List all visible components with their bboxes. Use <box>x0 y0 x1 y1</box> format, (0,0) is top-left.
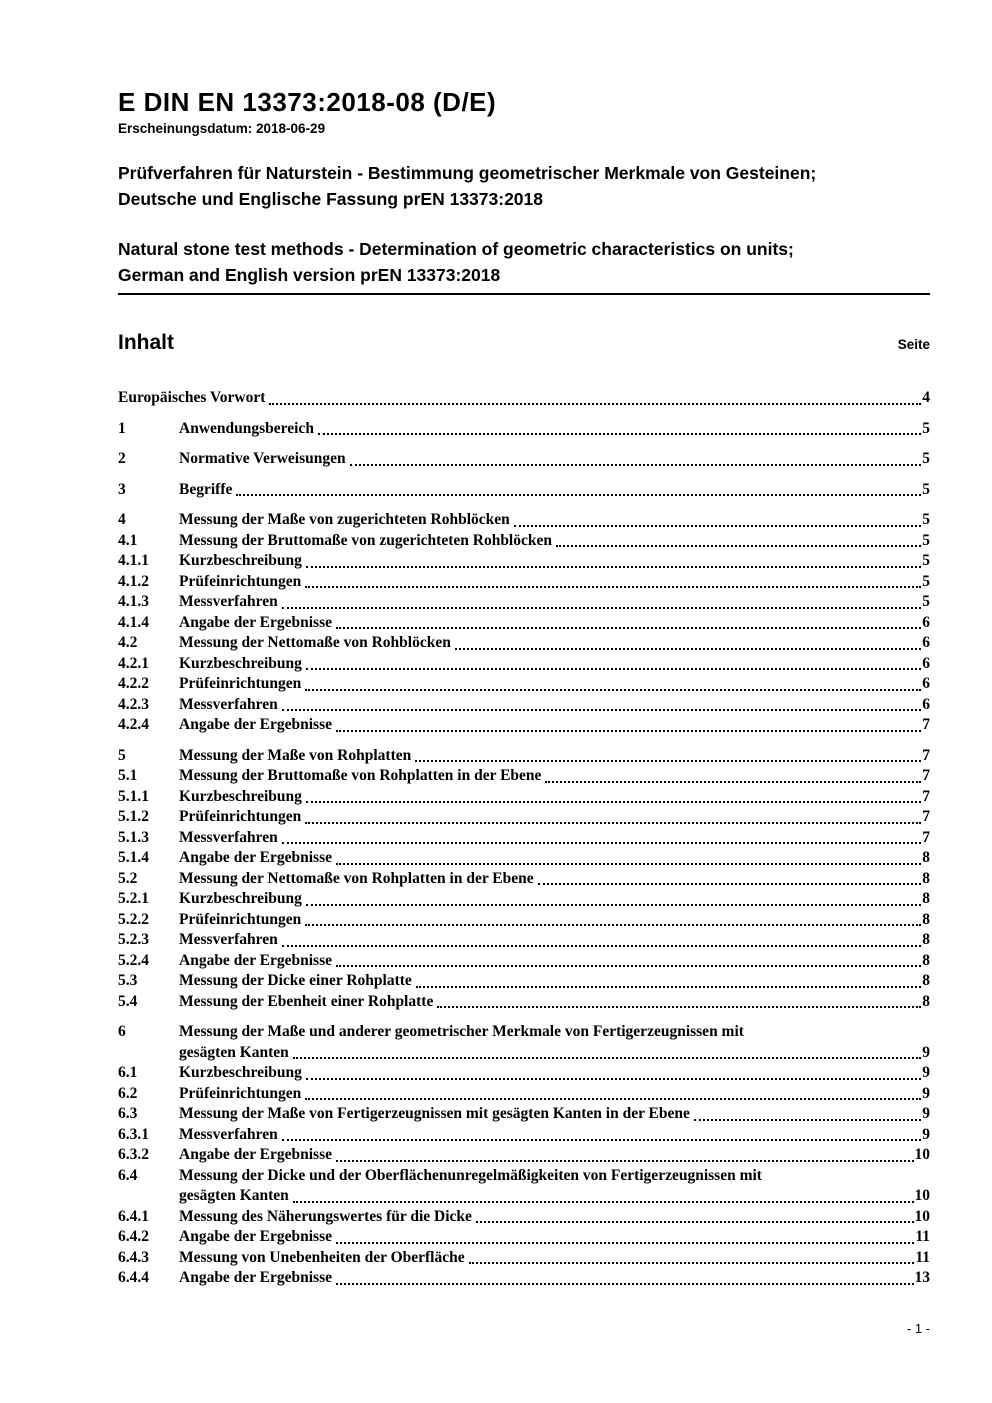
toc-entry <box>118 1145 930 1166</box>
toc-entry-content <box>179 510 930 531</box>
toc-entry-line <box>179 787 930 808</box>
toc-entry-title: Messverfahren <box>179 593 278 610</box>
toc-entry-number: 6.4.2 <box>118 1228 149 1245</box>
toc-entry-number: 6.4.3 <box>118 1248 149 1266</box>
title-german <box>118 160 930 212</box>
toc-entry-number: 6.1 <box>118 1064 138 1081</box>
toc-entry <box>118 695 930 716</box>
dotted-leader <box>306 787 921 804</box>
toc-entry-content <box>179 848 930 869</box>
toc-entry-title: Messverfahren <box>179 1125 278 1143</box>
toc-entry-number: 6.3 <box>118 1105 138 1122</box>
toc-entry-line <box>179 531 930 552</box>
toc-entry-line <box>179 746 930 767</box>
toc-entry-number: 6.2 <box>118 1084 138 1102</box>
toc-entry-number: 6.3.2 <box>118 1146 149 1163</box>
dotted-leader <box>305 807 921 824</box>
dotted-leader <box>306 551 921 568</box>
toc-entry-page: 8 <box>922 869 930 887</box>
toc-entry-number: 5.2.3 <box>118 931 149 948</box>
toc-entry <box>118 1268 930 1289</box>
toc-entry-page: 5 <box>922 511 930 528</box>
toc-entry-content <box>179 1022 930 1063</box>
dotted-leader <box>305 572 921 589</box>
toc-entry-title: Messung des Näherungswertes für die Dicke <box>179 1207 472 1225</box>
toc-entry-title: Angabe der Ergebnisse <box>179 1269 333 1286</box>
toc-entry-number: 4.2.4 <box>118 716 149 733</box>
dotted-leader <box>476 1207 914 1224</box>
toc-entry-title: Messung der Maße von Fertigerzeugnissen mit gesägten Kanten in der Ebene <box>179 1105 690 1122</box>
toc-entry <box>118 971 930 992</box>
dotted-leader <box>336 1145 913 1162</box>
toc-entry-line <box>179 592 930 613</box>
toc-entry <box>118 746 930 767</box>
toc-entry-title: Messung der Maße und anderer geometrischer Merkmale von Fertigerzeugnissen mit <box>179 1023 744 1040</box>
toc-entry <box>118 480 930 501</box>
toc-entry-page: 7 <box>922 787 930 805</box>
title-german-line-1: Prüfverfahren für Naturstein - Bestimmung geometrischer Merkmale von Gesteinen; <box>118 163 817 183</box>
toc-entry <box>118 807 930 828</box>
dotted-leader <box>269 388 921 405</box>
toc-entry-line <box>179 828 930 849</box>
toc-entry-title: Begriffe <box>179 480 233 498</box>
toc-entry <box>118 551 930 572</box>
toc-entry <box>118 787 930 808</box>
toc-entry-number: 5.2.4 <box>118 951 149 969</box>
toc-entry-line <box>179 1104 930 1125</box>
toc-entry-title: Messung der Nettomaße von Rohblöcken <box>179 634 451 651</box>
toc-entry-line <box>179 633 930 654</box>
toc-entry-content <box>179 807 930 828</box>
toc-entry-line <box>179 869 930 890</box>
toc-entry-title: Kurzbeschreibung <box>179 552 302 569</box>
toc-entry-content <box>179 1166 930 1207</box>
dotted-leader <box>694 1104 921 1121</box>
dotted-leader <box>282 1125 922 1142</box>
toc-entry-content <box>179 551 930 572</box>
toc-entry-title: Europäisches Vorwort <box>118 389 266 406</box>
toc-entry-page: 7 <box>922 828 930 846</box>
toc-entry-content <box>179 633 930 654</box>
toc-entry-line <box>179 510 930 531</box>
toc-entry-line <box>179 889 930 910</box>
toc-entry-page: 9 <box>922 1105 930 1122</box>
toc-entry-title: gesägten Kanten <box>179 1187 289 1204</box>
toc-entry <box>118 910 930 931</box>
toc-entry-title: Prüfeinrichtungen <box>179 675 302 692</box>
toc-entry-number: 4.2.3 <box>118 695 149 713</box>
toc-entry-content <box>179 910 930 931</box>
toc-entry-page: 5 <box>922 531 930 549</box>
toc-entry-title: Messung der Maße von zugerichteten Rohblöcken <box>179 511 510 528</box>
toc-entry <box>118 613 930 634</box>
toc-entry-number: 5.1.4 <box>118 849 149 866</box>
toc-entry-title: Angabe der Ergebnisse <box>179 613 333 631</box>
toc-entry-number: 5.1.1 <box>118 787 149 805</box>
dotted-leader <box>336 715 921 732</box>
toc-entry-content <box>179 419 930 440</box>
toc-entry-title: Messung der Dicke und der Oberflächenunregelmäßigkeiten von Fertigerzeugnissen mit <box>179 1166 762 1184</box>
toc-entry-number: 5.2.1 <box>118 890 149 907</box>
toc-entry-title: Kurzbeschreibung <box>179 1064 302 1081</box>
toc-entry-page: 9 <box>922 1125 930 1143</box>
publication-date: Erscheinungsdatum: 2018-06-29 <box>118 121 326 136</box>
toc-entry-line <box>179 1166 930 1187</box>
toc-entry <box>118 1104 930 1125</box>
toc-entry-page: 9 <box>922 1043 930 1061</box>
toc-entry-content <box>179 531 930 552</box>
toc-entry-content <box>179 1125 930 1146</box>
toc-entry-page: 10 <box>914 1207 930 1225</box>
page-number-footer: - 1 - <box>906 1321 930 1336</box>
dotted-leader <box>336 1227 914 1244</box>
toc-heading: Inhalt <box>118 331 174 354</box>
toc-entry-page: 10 <box>914 1187 930 1204</box>
dotted-leader <box>415 746 921 763</box>
dotted-leader <box>350 449 922 466</box>
toc-entry-title: Prüfeinrichtungen <box>179 808 302 825</box>
toc-entry-line <box>179 971 930 992</box>
toc-entry-page: 5 <box>922 450 930 467</box>
toc-entry-content <box>179 695 930 716</box>
toc-entry-line <box>179 910 930 931</box>
toc-entry-page: 7 <box>922 746 930 764</box>
toc-entry-title: Messung der Bruttomaße von zugerichteten Rohblöcken <box>179 531 552 549</box>
dotted-leader <box>306 654 921 671</box>
title-english-line-2: German and English version prEN 13373:2018 <box>118 265 501 285</box>
toc-entry-number: 4.1 <box>118 531 138 549</box>
toc-entry <box>118 633 930 654</box>
toc-entry-page: 5 <box>922 572 930 590</box>
toc-entry-line <box>179 930 930 951</box>
toc-entry-page: 8 <box>922 972 930 989</box>
toc-entry <box>118 674 930 695</box>
toc-entry-number: 4.2.2 <box>118 675 149 692</box>
toc-entry-content <box>179 592 930 613</box>
toc-entry <box>118 531 930 552</box>
dotted-leader <box>305 1084 921 1101</box>
toc-entry-content <box>179 1248 930 1269</box>
toc-entry-page: 4 <box>922 389 930 406</box>
toc-entry-title: Messverfahren <box>179 931 278 948</box>
toc-entry-content <box>179 828 930 849</box>
toc-entry-number: 4.2.1 <box>118 654 149 672</box>
toc-entry-page: 5 <box>922 593 930 610</box>
toc-entry-page: 8 <box>922 890 930 907</box>
title-english <box>118 236 930 288</box>
toc-entry <box>118 388 930 409</box>
toc-entry-line <box>179 1268 930 1289</box>
toc-entry-title: Angabe der Ergebnisse <box>179 951 333 969</box>
toc-entry-line <box>179 1022 930 1043</box>
toc-entry-content <box>179 951 930 972</box>
toc-page-column-label: Seite <box>897 337 930 352</box>
toc-entry-number: 2 <box>118 450 126 467</box>
toc-entry-page: 8 <box>922 849 930 866</box>
toc-entry-number: 6.4.4 <box>118 1269 149 1286</box>
toc-entry-page: 11 <box>915 1228 930 1245</box>
toc-entry <box>118 1166 930 1207</box>
toc-entry-line <box>179 572 930 593</box>
dotted-leader <box>336 848 921 865</box>
dotted-leader <box>469 1248 915 1265</box>
toc-entry-title: Messung der Dicke einer Rohplatte <box>179 972 412 989</box>
toc-entry-number: 4 <box>118 511 126 528</box>
toc-entry-number: 4.1.2 <box>118 572 149 590</box>
toc-entry-title: Anwendungsbereich <box>179 419 314 437</box>
toc-entry-content <box>179 869 930 890</box>
dotted-leader <box>318 419 921 436</box>
toc-entry-content <box>179 1207 930 1228</box>
toc-entry-page: 11 <box>915 1248 930 1266</box>
toc-entry-number: 3 <box>118 480 126 498</box>
toc-entry <box>118 889 930 910</box>
dotted-leader <box>282 592 922 609</box>
toc-entry-title: Kurzbeschreibung <box>179 654 302 672</box>
toc-entry <box>118 715 930 736</box>
toc-entry-page: 7 <box>922 808 930 825</box>
toc-entry-content <box>179 480 930 501</box>
toc-entry-title: Messung der Ebenheit einer Rohplatte <box>179 992 434 1010</box>
dotted-leader <box>293 1186 914 1203</box>
toc-entry <box>118 449 930 470</box>
toc-entry-number: 5.2 <box>118 869 138 887</box>
toc-entry <box>118 572 930 593</box>
dotted-leader <box>556 531 921 548</box>
toc-entry-content <box>179 766 930 787</box>
toc-entry-content <box>179 1084 930 1105</box>
toc-entry-page: 6 <box>922 695 930 713</box>
dotted-leader <box>305 674 921 691</box>
toc-entry-page: 8 <box>922 931 930 948</box>
toc-entry-page: 9 <box>922 1064 930 1081</box>
toc-list <box>118 388 930 1289</box>
toc-entry <box>118 654 930 675</box>
toc-entry-content <box>179 449 930 470</box>
toc-entry-number: 6 <box>118 1023 126 1040</box>
dotted-leader <box>545 766 921 783</box>
toc-entry-title: gesägten Kanten <box>179 1043 289 1061</box>
dotted-leader <box>336 1268 913 1285</box>
toc-entry-title: Angabe der Ergebnisse <box>179 716 333 733</box>
toc-entry <box>118 992 930 1013</box>
toc-entry <box>118 869 930 890</box>
toc-entry-title: Messung der Maße von Rohplatten <box>179 746 412 764</box>
toc-entry-line <box>118 388 930 409</box>
toc-entry-line <box>179 1145 930 1166</box>
toc-entry-line <box>179 848 930 869</box>
toc-entry-number: 5.1.2 <box>118 808 149 825</box>
toc-entry-title: Angabe der Ergebnisse <box>179 849 333 866</box>
dotted-leader <box>282 695 922 712</box>
toc-entry-line <box>179 449 930 470</box>
toc-entry-page: 6 <box>922 613 930 631</box>
toc-entry-content <box>179 715 930 736</box>
toc-entry-title: Kurzbeschreibung <box>179 890 302 907</box>
toc-entry-page: 9 <box>922 1084 930 1102</box>
toc-entry-page: 10 <box>914 1146 930 1163</box>
toc-entry-line <box>179 613 930 634</box>
dotted-leader <box>282 828 922 845</box>
doc-number: E DIN EN 13373:2018-08 (D/E) <box>118 87 497 117</box>
toc-entry-line <box>179 992 930 1013</box>
toc-entry-line <box>179 1248 930 1269</box>
toc-entry-content <box>179 572 930 593</box>
toc-entry-title: Prüfeinrichtungen <box>179 572 302 590</box>
toc-entry-line <box>179 1125 930 1146</box>
dotted-leader <box>306 1063 921 1080</box>
toc-entry <box>118 951 930 972</box>
toc-entry-number: 5.1 <box>118 767 138 784</box>
toc-entry <box>118 510 930 531</box>
toc-entry-content <box>179 1063 930 1084</box>
toc-entry-title: Messung der Nettomaße von Rohplatten in der Ebene <box>179 869 534 887</box>
toc-entry <box>118 828 930 849</box>
title-german-line-2: Deutsche und Englische Fassung prEN 13373:2018 <box>118 189 544 209</box>
toc-entry <box>118 419 930 440</box>
toc-entry-content <box>179 674 930 695</box>
toc-entry-line <box>179 480 930 501</box>
toc-entry <box>118 1063 930 1084</box>
toc-entry-line <box>179 419 930 440</box>
toc-entry-number: 6.4 <box>118 1166 138 1184</box>
toc-entry-page: 6 <box>922 654 930 672</box>
toc-entry-page: 6 <box>922 634 930 651</box>
toc-entry-line <box>179 1063 930 1084</box>
toc-entry-number: 5.3 <box>118 972 138 989</box>
toc-entry-title: Messung der Bruttomaße von Rohplatten in der Ebene <box>179 767 542 784</box>
toc-entry-number: 4.1.1 <box>118 552 149 569</box>
toc-entry-line <box>179 1043 930 1064</box>
dotted-leader <box>455 633 921 650</box>
toc-entry-line <box>179 1084 930 1105</box>
toc-entry-line <box>179 951 930 972</box>
toc-entry <box>118 1248 930 1269</box>
toc-entry-title: Messverfahren <box>179 695 278 713</box>
dotted-leader <box>306 889 921 906</box>
dotted-leader <box>437 992 921 1009</box>
dotted-leader <box>416 971 921 988</box>
dotted-leader <box>282 930 922 947</box>
toc-entry-number: 5.2.2 <box>118 910 149 928</box>
toc-entry-number: 4.1.4 <box>118 613 149 631</box>
toc-entry-line <box>179 807 930 828</box>
toc-entry-page: 7 <box>922 716 930 733</box>
toc-entry-line <box>179 674 930 695</box>
toc-entry-number: 5.4 <box>118 992 138 1010</box>
toc-entry-number: 4.1.3 <box>118 593 149 610</box>
toc-entry-number: 6.4.1 <box>118 1207 149 1225</box>
toc-entry-number: 6.3.1 <box>118 1125 149 1143</box>
toc-entry-page: 8 <box>922 910 930 928</box>
toc-entry-title: Prüfeinrichtungen <box>179 910 302 928</box>
toc-entry <box>118 1084 930 1105</box>
toc-entry <box>118 1227 930 1248</box>
toc-entry-content <box>179 1104 930 1125</box>
toc-entry-content <box>179 992 930 1013</box>
toc-entry-line <box>179 1227 930 1248</box>
toc-entry-page: 5 <box>922 419 930 437</box>
toc-entry <box>118 930 930 951</box>
toc-entry-title: Prüfeinrichtungen <box>179 1084 302 1102</box>
toc-entry-number: 4.2 <box>118 634 138 651</box>
toc-entry-content <box>179 1145 930 1166</box>
toc-entry-page: 13 <box>914 1269 930 1286</box>
toc-entry-title: Angabe der Ergebnisse <box>179 1228 333 1245</box>
toc-entry-content <box>179 889 930 910</box>
toc-entry-line <box>179 1207 930 1228</box>
toc-entry-number: 1 <box>118 419 126 437</box>
dotted-leader <box>514 510 921 527</box>
toc-entry-content <box>118 388 930 409</box>
dotted-leader <box>538 869 922 886</box>
toc-entry-page: 5 <box>922 552 930 569</box>
dotted-leader <box>305 910 921 927</box>
dotted-leader <box>336 613 921 630</box>
toc-entry-title: Angabe der Ergebnisse <box>179 1146 333 1163</box>
toc-entry-title: Kurzbeschreibung <box>179 787 302 805</box>
toc-entry <box>118 592 930 613</box>
toc-entry-line <box>179 695 930 716</box>
toc-entry-content <box>179 613 930 634</box>
toc-entry-number: 5.1.3 <box>118 828 149 846</box>
toc-entry-page: 5 <box>922 480 930 498</box>
toc-entry-page: 7 <box>922 767 930 784</box>
dotted-leader <box>236 480 921 497</box>
title-english-line-1: Natural stone test methods - Determination of geometric characteristics on units; <box>118 239 794 259</box>
toc-entry-content <box>179 1227 930 1248</box>
toc-entry-line <box>179 551 930 572</box>
toc-entry-content <box>179 746 930 767</box>
toc-entry-content <box>179 787 930 808</box>
toc-entry-line <box>179 654 930 675</box>
toc-entry-line <box>179 766 930 787</box>
toc-entry-title: Messung von Unebenheiten der Oberfläche <box>179 1248 465 1266</box>
toc-entry <box>118 1125 930 1146</box>
toc-entry-page: 6 <box>922 675 930 692</box>
header-divider <box>118 293 930 295</box>
toc-entry-title: Messverfahren <box>179 828 278 846</box>
toc-entry-content <box>179 654 930 675</box>
toc-entry-content <box>179 1268 930 1289</box>
toc-entry-page: 8 <box>922 951 930 969</box>
toc-entry <box>118 766 930 787</box>
toc-entry-line <box>179 715 930 736</box>
toc-entry-title: Normative Verweisungen <box>179 450 346 467</box>
toc-entry <box>118 1207 930 1228</box>
dotted-leader <box>336 951 921 968</box>
toc-entry <box>118 1022 930 1063</box>
toc-entry-line <box>179 1186 930 1207</box>
toc-entry-page: 8 <box>922 992 930 1010</box>
toc-entry-number: 5 <box>118 746 126 764</box>
toc-header <box>118 331 930 355</box>
toc-entry-content <box>179 971 930 992</box>
toc-entry <box>118 848 930 869</box>
toc-entry-content <box>179 930 930 951</box>
dotted-leader <box>293 1043 921 1060</box>
